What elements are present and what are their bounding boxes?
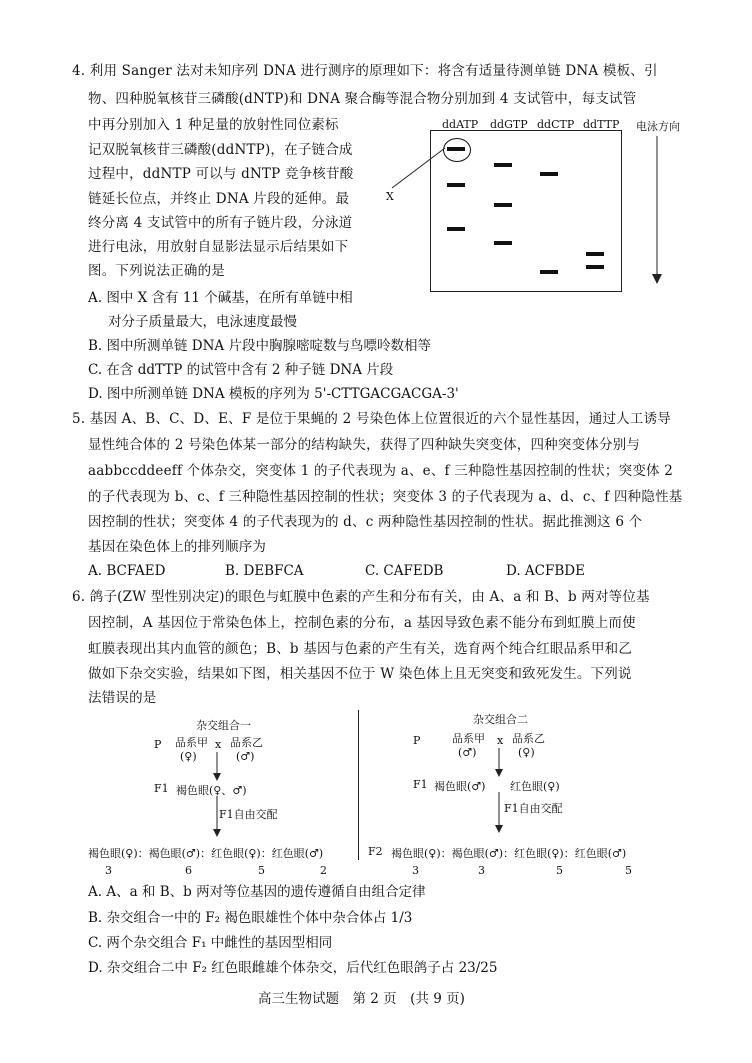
q4-line-8: 进行电泳，用放射自显影法显示后结果如下 <box>88 239 349 255</box>
cross1-parent1: 品系甲 <box>175 736 208 749</box>
gel-band <box>586 265 604 269</box>
cross2-mating: F1自由交配 <box>504 802 563 815</box>
q6-line-3: 虹膜表现出其内血管的颜色；B、b 基因与色素的产生有关，选育两个纯合红眼品系甲和乙 <box>88 641 633 657</box>
gel-band <box>540 270 558 274</box>
q5-option-c: C. CAFEDB <box>365 563 444 579</box>
cross2-parent2: 品系乙 <box>512 732 545 745</box>
cross1-parent2-sex: (♂) <box>236 750 255 763</box>
cross1-parent2: 品系乙 <box>230 736 263 749</box>
gel-band <box>586 252 604 256</box>
cross2-parent2-sex: (♀) <box>518 746 535 759</box>
lane-label-ddttp: ddTTP <box>583 118 620 131</box>
q4-option-a-cont: 对分子质量最大，电泳速度最慢 <box>108 314 297 330</box>
cross1-f1: F1 <box>154 782 169 795</box>
cross1-mating: F1自由交配 <box>219 808 278 821</box>
q5-line-1: 5. 基因 A、B、C、D、E、F 是位于果蝇的 2 号染色体上位置很近的六个显性基因，通过人工诱导 <box>72 411 671 427</box>
cross1-ratio: 5 <box>258 864 265 877</box>
cross-divider <box>358 710 359 860</box>
q4-line-3: 中再分别加入 1 种足量的放射性同位素标 <box>88 117 339 133</box>
q4-option-c: C. 在含 ddTTP 的试管中含有 2 种子链 DNA 片段 <box>88 362 394 378</box>
q5-option-a: A. BCFAED <box>88 563 166 579</box>
q5-line-6: 基因在染色体上的排列顺序为 <box>88 539 267 555</box>
q6-line-1: 6. 鸽子(ZW 型性别决定)的眼色与虹膜中色素的产生和分布有关，由 A、a 和 B、b 两对等位基 <box>72 589 650 605</box>
cross2-parent1-sex: (♂) <box>458 746 477 759</box>
cross2-f1-female: 红色眼(♀) <box>510 780 560 793</box>
q4-option-a: A. 图中 X 含有 11 个碱基，在所有单链中相 <box>88 290 353 306</box>
cross2-f2-pheno: 褐色眼(♀)：褐色眼(♂)：红色眼(♀)：红色眼(♂) <box>391 847 627 860</box>
cross2-arrow-2 <box>494 792 504 834</box>
q4-option-d: D. 图中所测单链 DNA 模板的序列为 5'-CTTGACGACGA-3' <box>88 386 459 402</box>
direction-arrow <box>650 136 664 286</box>
direction-label: 电泳方向 <box>636 120 680 133</box>
q4-line-9: 图。下列说法正确的是 <box>88 263 225 279</box>
cross2-arrow-1 <box>494 748 504 778</box>
cross1-ratio: 3 <box>105 864 112 877</box>
q6-option-a: A. A、a 和 B、b 两对等位基因的遗传遵循自由组合定律 <box>88 884 426 900</box>
q4-line-2: 物、四种脱氧核苷三磷酸(dNTP)和 DNA 聚合酶等混合物分别加到 4 支试管中，每支试管 <box>88 91 637 107</box>
gel-band <box>540 172 558 176</box>
cross2-title: 杂交组合二 <box>473 713 528 726</box>
x-label: X <box>386 190 394 203</box>
q6-line-5: 法错误的是 <box>88 690 157 706</box>
cross2-x: x <box>497 734 504 747</box>
q6-line-2: 因控制，A 基因位于常染色体上，控制色素的分布，a 基因导致色素不能分布到虹膜上而使 <box>88 615 636 631</box>
page-footer: 高三生物试题 第 2 页 (共 9 页) <box>258 991 465 1007</box>
lane-label-ddatp: ddATP <box>442 118 479 131</box>
lane-label-ddgtp: ddGTP <box>490 118 528 131</box>
cross2-f1: F1 <box>413 778 428 791</box>
q4-line-5: 过程中，ddNTP 可以与 dNTP 竞争核苷酸 <box>88 166 354 182</box>
lane-label-ddctp: ddCTP <box>537 118 575 131</box>
q4-line-1: 4. 利用 Sanger 法对未知序列 DNA 进行测序的原理如下：将含有适量待测单链 DNA 模板、引 <box>72 63 658 79</box>
cross2-ratio: 5 <box>556 864 563 877</box>
cross1-f2-pheno: 褐色眼(♀)：褐色眼(♂)：红色眼(♀)：红色眼(♂) <box>88 847 324 860</box>
cross2-parent1: 品系甲 <box>452 732 485 745</box>
q5-option-d: D. ACFBDE <box>506 563 585 579</box>
q6-option-b: B. 杂交组合一中的 F₂ 褐色眼雄性个体中杂合体占 1/3 <box>88 910 413 926</box>
cross1-x: x <box>215 738 222 751</box>
q6-option-d: D. 杂交组合二中 F₂ 红色眼雌雄个体杂交，后代红色眼鸽子占 23/25 <box>88 960 498 976</box>
q5-option-b: B. DEBFCA <box>225 563 304 579</box>
cross1-title: 杂交组合一 <box>196 719 251 732</box>
q5-line-2: 显性纯合体的 2 号染色体某一部分的结构缺失，获得了四种缺失突变体，四种突变体分别与 <box>88 437 641 453</box>
cross2-ratio: 3 <box>478 864 485 877</box>
q6-line-4: 做如下杂交实验，结果如下图，相关基因不位于 W 染色体上且无突变和致死发生。下列说 <box>88 666 632 682</box>
cross2-p: P <box>413 734 421 747</box>
gel-band <box>447 227 465 231</box>
cross2-ratio: 5 <box>625 864 632 877</box>
gel-band <box>494 163 512 167</box>
q5-line-4: 的子代表现为 b、c、f 三种隐性基因控制的性状；突变体 3 的子代表现为 a、d、c、f 四种隐性基 <box>88 489 683 505</box>
cross1-arrow-1 <box>212 752 222 782</box>
cross2-f1-male: 褐色眼(♂) <box>434 780 486 793</box>
cross1-parent1-sex: (♀) <box>180 750 197 763</box>
q4-option-b: B. 图中所测单链 DNA 片段中胸腺嘧啶数与鸟嘌呤数相等 <box>88 338 431 354</box>
cross2-f2: F2 <box>368 845 383 858</box>
q5-line-5: 因控制的性状；突变体 4 的子代表现为的 d、c 两种隐性基因控制的性状。据此推测这 6 个 <box>88 514 643 530</box>
cross1-ratio: 2 <box>320 864 327 877</box>
q4-line-4: 记双脱氧核苷三磷酸(ddNTP)，在子链合成 <box>88 142 353 158</box>
gel-band <box>494 203 512 207</box>
q4-line-7: 终分离 4 支试管中的所有子链片段，分泳道 <box>88 215 353 231</box>
q4-line-6: 链延长位点，并终止 DNA 片段的延伸。最 <box>88 191 350 207</box>
cross2-ratio: 3 <box>412 864 419 877</box>
cross1-f1-pheno: 褐色眼(♀、♂) <box>176 784 247 797</box>
cross1-p: P <box>154 738 162 751</box>
q5-line-3: aabbccddeeff 个体杂交，突变体 1 的子代表现为 a、e、f 三种隐性基因控制的性状；突变体 2 <box>88 463 674 479</box>
gel-band <box>494 241 512 245</box>
q6-option-c: C. 两个杂交组合 F₁ 中雌性的基因型相同 <box>88 935 333 951</box>
cross1-ratio: 6 <box>185 864 192 877</box>
